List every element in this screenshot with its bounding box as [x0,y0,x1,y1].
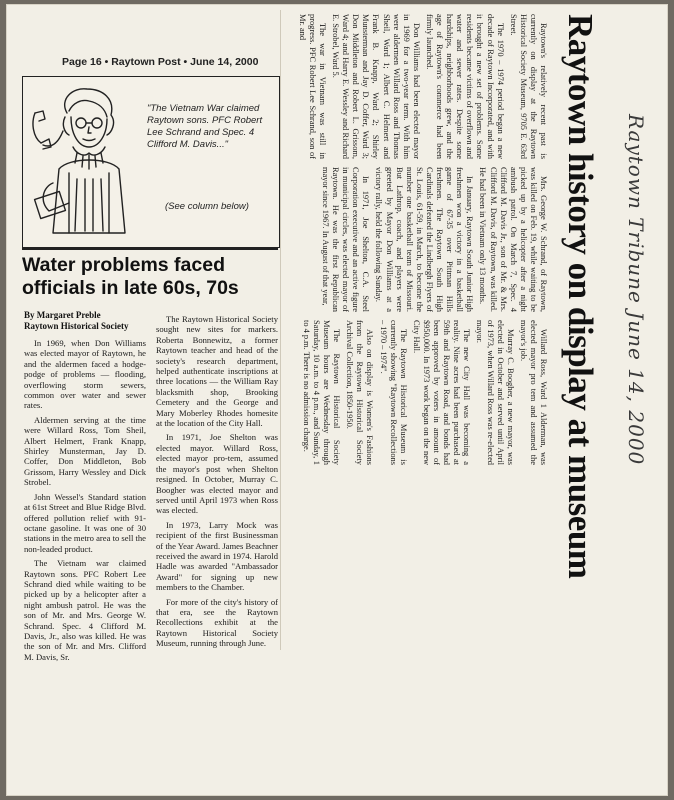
paragraph: The new City Hall was becoming a reality. Nine acres had been purchased at 59th and Raytown Road, and bonds had been approved by voters in amount of $950,000. In 1973 work began on the new City Hall. [411,320,472,465]
article-column-1 [24,338,146,666]
paragraph: Raytown's relatively recent past is currently on display at the Raytown Historical Society Museum, 9705 E. 63rd Street. [508,14,548,159]
paragraph: Mrs. George W. Schrand, of Raytown, was killed on Feb. 19, while waiting to be picked up by a helicopter after a night ambush patrol. On March 7, Spec. 4 Clifford M. Davis Jr., son of Mr. & Mrs. Clifford M. Davis, of Raytown, was killed. He had been in Vietnam only 13 months. [478,167,548,312]
paragraph: The war in Vietnam was still in progress. PFC Robert Lee Schrand, son of Mr. and [297,14,328,159]
paragraph: The Raytown Historical Society Museum hours are Wednesday through Saturday, 10 a.m. to 4 p.m., and Sunday, 1 to 4 p.m. There is no admission charge. [301,320,342,465]
byline-name: By Margaret Preble [24,310,101,320]
clipping-page [6,4,668,796]
museum-column-2 [288,167,548,312]
rotated-article [284,14,604,626]
museum-display-clipping [284,14,604,626]
museum-column-3 [288,320,548,465]
paragraph: The 1970 – 1974 period began a new decade of Raytown Incorporated, and with it brought a new set of problems. Some residents became victims of overflown and water and sewer rates. Despite some hardships, neighborhoods grew, and the age of Raytown's commerce had been firmly launched. [424,14,505,159]
pull-quote: "The Vietnam War claimed Raytown sons. PFC Robert Lee Schrand and Spec. 4 Clifford M. Davis..." [147,103,263,150]
running-head: Page 16 • Raytown Post • June 14, 2000 [62,56,259,68]
paragraph: Also on display is Women's Fashions from the Raytown Historical Society Archival Collection, 1850-1950. [345,320,375,465]
paragraph: Aldermen serving at the time were Willard Ross, Tom Sheil, Albert Helmert, Frank Knapp, Shirley Munsterman, Jay D. Coffer, Don Middleton, Bob Grissom, Harry Wessley and Dick Strobel. [24,414,146,488]
paragraph: In 1973, Larry Mock was recipient of the first Businessman of the Year Award. James Beachner received the award in 1974. Harold Hadle was awarded "Ambassador Award" for signing up new members to the Chamber. [156,519,278,593]
clipping-edge [280,10,281,650]
museum-article-headline: Raytown history on display at museum [561,14,600,579]
handwritten-source-date: Raytown Tribune June 14, 2000 [624,114,648,466]
water-problems-clipping [16,48,280,794]
paragraph: The Raytown Historical Museum is currently showing "Raytown Recollections – 1970 – 1974". [378,320,408,465]
paragraph: The Raytown Historical Society sought new sites for markers. Roberta Bonnewitz, a former Raytown teacher and head of the society's research department, helped authenticate inscriptions at three locations — the William Ray blacksmith shop, Brooking Cemetery and the George and Mary Moberley Rhodes homesite at the location of the City Hall. [156,314,278,429]
byline-org: Raytown Historical Society [24,321,129,331]
article-column-2 [156,314,278,653]
paragraph: John Wessel's Standard station at 61st Street and Blue Ridge Blvd. offered pollution relief with 91-octane gasoline. It was one of 30 stations in the metro area to sell the non-leaded product. [24,491,146,554]
paragraph: In 1969, when Don Williams was elected mayor of Raytown, he and the aldermen faced a hodge-podge of problems — flooding, overflowing storm sewers, common over water and sewer rates. [24,338,146,411]
historian-cartoon-illustration [29,83,141,241]
paragraph: Murray C. Boogher, a new mayor, was elected in October and served until April of 1973, when Willard Ross was re-elected mayor. [475,320,515,465]
handwritten-note [618,114,648,466]
paragraph: Don Williams had been elected mayor in 1969 for a two-year term. With him were aldermen Willard Ross and Thomas Sheil, Ward 1; Albert C. Helmert and Frank B. Knapp, Ward 2; Shirley Munsterman and Jay D. Coffer, Ward 3; Don Middleton and Robert L. Grissom, Ward 4; and Harry E. Wessley and Richard E. Strobel, Ward 5. [331,14,421,159]
article-headline: Water problems faced officials in late 60s, 70s [22,254,239,299]
paragraph: For more of the city's history of that era, see the Raytown Recollections exhibit at the Raytown Historical Society Museum, running through June. [156,596,278,649]
quote-box [22,76,280,248]
paragraph: The Vietnam war claimed Raytown sons. PFC Robert Lee Schrand died while waiting to be picked up by a helicopter after a night ambush patrol. He was the son of Mr. and Mrs. George W. Schrand. Spec. 4 Clifford M. Davis, Jr., also was killed. He was the son of Mr. and Mrs. Clifford M. Davis, Sr. [24,558,146,662]
paragraph: In January, Raytown South Junior High freshmen won a victory in a basketball game of 67-35 over Pittman Hills freshmen. The Raytown South High Cardinals defeated the Lindbergh Flyers of St. Louis, 61-59, in March, to become the number one basketball team of Missouri. But Lathrop, coach, and players were greeted by Mayor Don Williams at a victory rally, held the following Sunday. [374,167,475,312]
paragraph: Willard Ross, Ward 1 Alderman, was elected mayor pro tem and assumed the mayor's job. [518,320,548,465]
museum-article-body [288,14,548,626]
divider-rule [22,248,278,250]
museum-column-1 [288,14,548,159]
see-column-note: (See column below) [165,201,249,212]
paragraph: In 1971, Joe Shelton, C.A. Steel Corporation executive and an active figure in municipal circles, was elected mayor of Raytown. He was the first Republican mayor since 1967. In August of that year, [321,167,371,312]
paragraph: In 1971, Joe Shelton was elected mayor. Willard Ross, elected mayor pro-tem, assumed the mayor's post when Shelton resigned. In October, Murray C. Boogher was elected mayor and served until April 1973 when Ross was elected. [156,432,278,516]
byline [24,310,144,332]
